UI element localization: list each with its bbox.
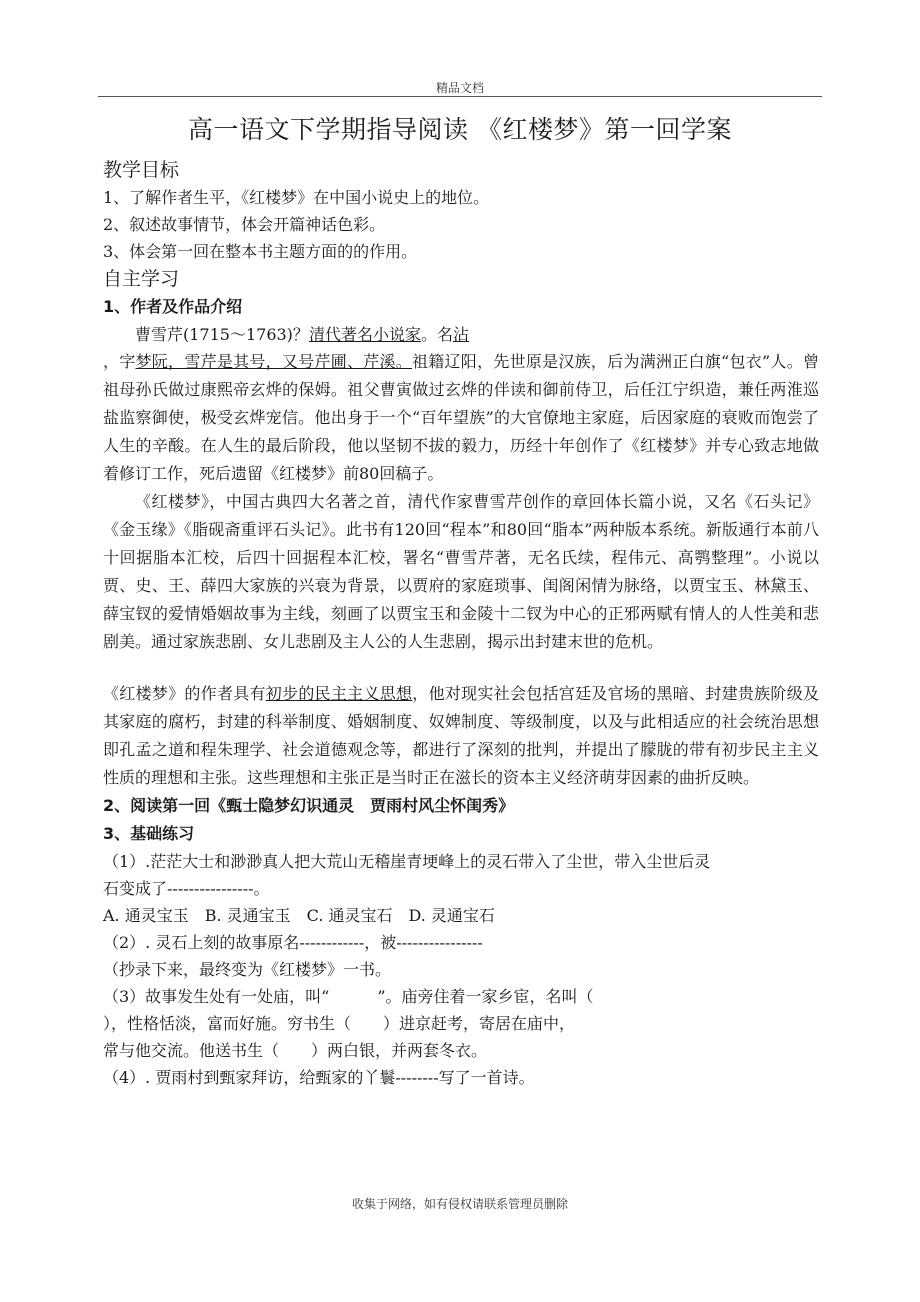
author-intro-text: 曹雪芹(1715～1763)？: [135, 325, 309, 344]
author-bio-paragraph: [103, 348, 819, 488]
author-intro-text: 。名: [420, 325, 453, 344]
paragraph-spacer: [103, 656, 819, 680]
author-thought-text: ，他对现实社会包括宫廷及官场的黑暗、封建贵族阶级及其家庭的腐朽，封建的科举制度、婚姻制度、奴婢制度、等级制度，以及与此相适应的社会统治思想即孔孟之道和程朱理学、社会道德观念等，都进行了深刻的批判，并提出了朦胧的带有初步民主主义性质的理想和主张。这些理想和主张正是当时正在滋长的资本主义经济萌芽因素的曲折反映。: [103, 684, 819, 787]
author-title-underlined: 清代著名小说家: [308, 325, 421, 344]
page-header: 精品文档: [435, 81, 484, 95]
author-thought-underlined: 初步的民主主义思想: [265, 684, 413, 703]
author-name-underlined: 沾: [452, 325, 469, 344]
author-bio-text: 祖籍辽阳，先世原是汉族，后为满洲正白旗“包衣”人。曾祖母孙氏做过康熙帝玄烨的保姆。祖父曹寅做过玄烨的伴读和御前侍卫，后任江宁织造，兼任两淮巡盐监察御使，极受玄烨宠信。他出身于一个“百年望族”的大官僚地主家庭，后因家庭的衰败而饱尝了人生的辛酸。在人生的最后阶段，他以坚韧不拔的毅力，历经十年创作了《红楼梦》并专心致志地做着修订工作，死后遗留《红楼梦》前80回稿子。: [103, 352, 819, 483]
author-thought-paragraph: [103, 680, 819, 792]
exercise-question-2-cont: （抄录下来，最终变为《红楼梦》一书。: [103, 960, 392, 979]
exercise-question-1-options: A. 通灵宝玉 B. 灵通宝玉 C. 通灵宝石 D. 灵通宝石: [103, 906, 495, 925]
exercise-question-4: （4）. 贾雨村到甄家拜访，给甄家的丫鬟--------写了一首诗。: [103, 1068, 535, 1087]
document-body: [103, 156, 819, 1091]
exercise-question-1-cont: 石变成了----------------。: [103, 879, 270, 898]
exercise-question-2: （2）. 灵石上刻的故事原名------------，被----------------: [103, 933, 483, 952]
document-title: 高一语文下学期指导阅读 《红楼梦》第一回学案: [188, 115, 732, 144]
author-bio-text: ，字: [103, 352, 136, 371]
author-section-heading: 1、作者及作品介绍: [103, 297, 243, 316]
reading-heading: 2、阅读第一回《甄士隐梦幻识通灵 贾雨村风尘怀闺秀》: [103, 796, 515, 815]
self-study-heading: 自主学习: [103, 268, 180, 290]
objective-item: 1、了解作者生平，《红楼梦》在中国小说史上的地位。: [103, 188, 490, 207]
exercise-question-3-cont: ），性格恬淡，富而好施。穷书生（ ）进京赶考，寄居在庙中，: [103, 1014, 576, 1033]
exercise-question-3: （3）故事发生处有一处庙，叫“ ”。庙旁住着一家乡宦，名叫（: [103, 987, 594, 1006]
objectives-heading: 教学目标: [103, 159, 180, 181]
novel-intro-paragraph: 《红楼梦》，中国古典四大名著之首，清代作家曹雪芹创作的章回体长篇小说，又名《石头记》《金玉缘》《脂砚斋重评石头记》。此书有120回“程本”和80回“脂本”两种版本系统。新版通行本前八十回据脂本汇校，后四十回据程本汇校，署名“曹雪芹著，无名氏续，程伟元、高鹗整理”。小说以贾、史、王、薛四大家族的兴衰为背景，以贾府的家庭琐事、闺阁闲情为脉络，以贾宝玉、林黛玉、薛宝钗的爱情婚姻故事为主线，刻画了以贾宝玉和金陵十二钗为中心的正邪两赋有情人的人性美和悲剧美。通过家族悲剧、女儿悲剧及主人公的人生悲剧，揭示出封建末世的危机。: [103, 492, 819, 651]
author-names-underlined: 梦阮，雪芹是其号，又号芹圃、芹溪。: [135, 352, 413, 371]
exercise-heading: 3、基础练习: [103, 824, 195, 843]
header-divider: [98, 96, 822, 97]
exercise-question-3-cont: 常与他交流。他送书生（ ）两白银，并两套冬衣。: [103, 1041, 488, 1060]
exercise-question-1: （1）.茫茫大士和渺渺真人把大荒山无稽崖青埂峰上的灵石带入了尘世，带入尘世后灵: [103, 852, 711, 871]
objective-item: 3、体会第一回在整本书主题方面的的作用。: [103, 242, 418, 261]
author-intro-line: [103, 321, 819, 348]
page-footer: 收集于网络，如有侵权请联系管理员删除: [351, 1197, 568, 1211]
objective-item: 2、叙述故事情节，体会开篇神话色彩。: [103, 215, 386, 234]
author-thought-text: 《红楼梦》的作者具有: [103, 684, 266, 703]
